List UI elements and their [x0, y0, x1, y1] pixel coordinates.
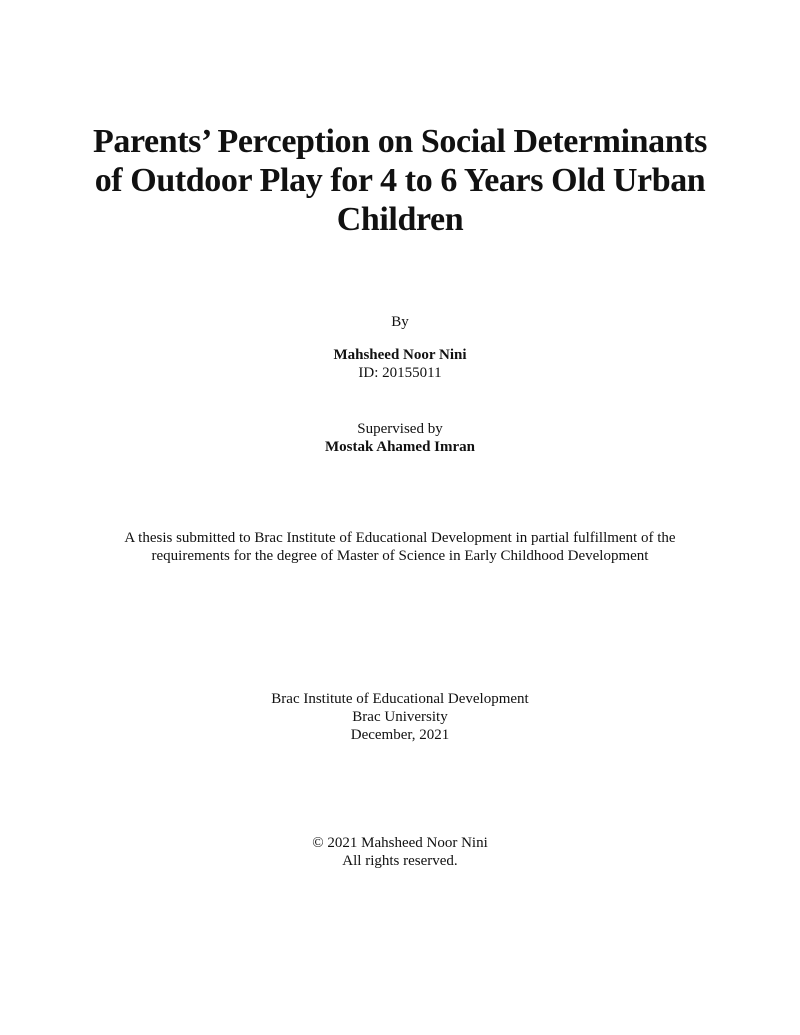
thesis-title	[0, 122, 800, 239]
submission-date: December, 2021	[350, 727, 450, 743]
submission-statement-line-2: requirements for the degree of Master of Science in Early Childhood Development	[151, 548, 649, 564]
university-name: Brac University	[352, 709, 448, 725]
copyright-notice: © 2021 Mahsheed Noor Nini	[312, 835, 488, 851]
thesis-title-line-2: of Outdoor Play for 4 to 6 Years Old Urban	[94, 162, 706, 199]
thesis-title-line-3: Children	[336, 201, 464, 238]
submission-statement-line-1: A thesis submitted to Brac Institute of Educational Development in partial fulfillment of the	[124, 530, 676, 546]
copyright-block	[0, 834, 800, 870]
rights-reserved: All rights reserved.	[342, 853, 458, 869]
author-id: ID: 20155011	[358, 365, 442, 381]
supervisor-block	[0, 420, 800, 456]
supervisor-label: Supervised by	[357, 421, 443, 437]
institution-name: Brac Institute of Educational Development	[271, 691, 529, 707]
submission-statement	[0, 529, 800, 565]
institution-block	[0, 690, 800, 744]
author-block	[0, 346, 800, 382]
author-name: Mahsheed Noor Nini	[333, 347, 467, 363]
supervisor-name: Mostak Ahamed Imran	[324, 439, 475, 455]
thesis-title-line-1: Parents’ Perception on Social Determinants	[93, 123, 707, 160]
byline: By	[391, 314, 409, 330]
